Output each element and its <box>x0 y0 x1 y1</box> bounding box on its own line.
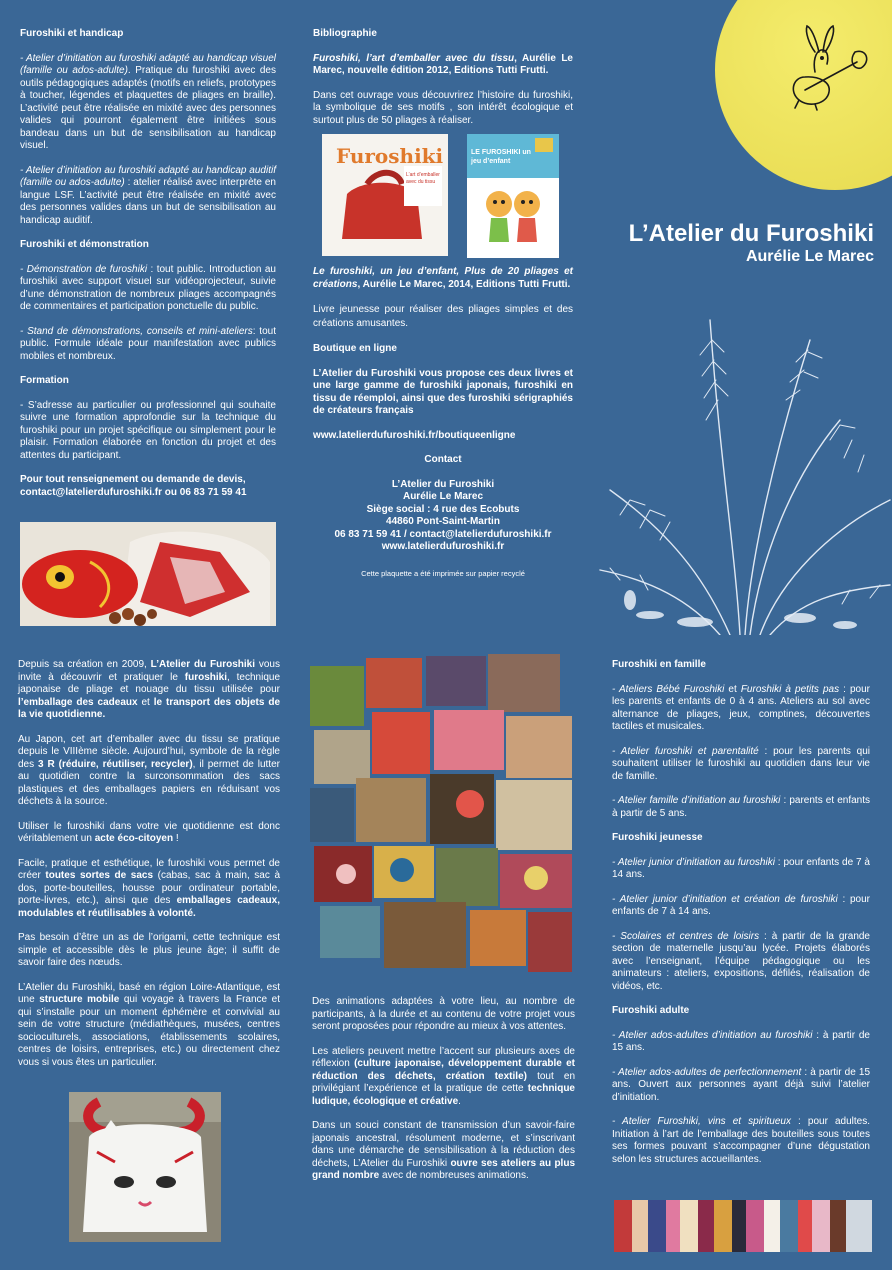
heading-demonstration: Furoshiki et démonstration <box>20 239 149 250</box>
paragraph-demonstration: - Démonstration de furoshiki : tout public. Introduction au furoshiki avec support visuel sur vidéoprojecteur, suivie d’une démonstration de nombreux pliages accompagnés de commentaires et participation ponctuelle du public. <box>20 263 276 312</box>
shop-url-link[interactable]: www.latelierdufuroshiki.fr/boutiqueenligne <box>313 429 516 441</box>
youth-workshop-3: - Scolaires et centres de loisirs : à partir de la grande section de maternelle jusqu’au lycée. Projets élaborés avec l’enseignant, l’équipe pédagogique ou les animateurs : ateliers, expositions, défilés, réalisation de vidéos, etc. <box>612 930 870 992</box>
contact-website-link[interactable]: www.latelierdufuroshiki.fr <box>381 541 505 552</box>
rabbit-illustration <box>775 22 875 112</box>
youth-workshop-2: - Atelier junior d’initiation et création de furoshiki : pour enfants de 7 à 14 ans. <box>612 893 870 917</box>
contact-line-1: Pour tout renseignement ou demande de devis, <box>20 474 246 485</box>
intro-paragraph: Depuis sa création en 2009, L’Atelier du Furoshiki vous invite à découvrir et pratiquer le furoshiki, technique japonaise de pliage et nouage du tissu utilisée pour l’emballage des cadeaux et le transport des objets de la vie quotidienne. <box>18 659 281 720</box>
heading-shop: Boutique en ligne <box>313 343 397 354</box>
contact-city: 44860 Pont-Saint-Martin <box>386 516 500 527</box>
heading-adult: Furoshiki adulte <box>612 1005 690 1016</box>
top-middle-column-lower <box>313 266 573 580</box>
paragraph-stand: - Stand de démonstrations, conseils et mini-ateliers: tout public. Formule idéale pour manifestation avec publics mobiles et nombreux. <box>20 325 276 362</box>
furoshiki-goldfish-photo <box>20 522 276 626</box>
cat-bag-photo <box>69 1092 221 1242</box>
axes-paragraph: Les ateliers peuvent mettre l’accent sur plusieurs axes de réflexion (culture japonaise, développement durable et réduction des déchets, création textile) tout en privilégiant l’expérience et la pratique de cette technique ludique, écologique et créative. <box>312 1045 576 1107</box>
bottom-middle-column <box>312 996 575 1195</box>
eco-citizen-paragraph: Utiliser le furoshiki dans votre vie quotidienne est donc véritablement un acte éco-citoyen ! <box>18 820 280 844</box>
animations-paragraph: Des animations adaptées à votre lieu, au nombre de participants, à la durée et au contenu de votre projet vous seront proposées pour répondre au mieux à vos attentes. <box>312 996 575 1032</box>
pampas-grass-illustration <box>590 300 892 635</box>
contact-name: L’Atelier du Furoshiki <box>391 478 495 490</box>
paragraph-handicap-auditory: - Atelier d’initiation au furoshiki adapté au handicap auditif (famille ou ados-adulte) : atelier réalisé avec interprète en langue LSF. L’activité peut être réalisée en mixité avec des personnes valides dans un but de sensibilisation au handicap auditif. <box>20 164 276 226</box>
top-left-column <box>20 28 276 499</box>
paragraph-formation: - S’adresse au particulier ou professionnel qui souhaite suivre une formation approfondie sur la technique du furoshiki pour un projet spécifique ou simplement pour le plaisir. Formation élaborée en fonction du projet et des attentes du participant. <box>20 399 276 461</box>
bottom-right-column <box>612 659 870 1178</box>
heading-contact: Contact <box>424 454 462 465</box>
brand-title: L’Atelier du Furoshiki <box>628 220 874 247</box>
paragraph-handicap-visual: - Atelier d’initiation au furoshiki adapté au handicap visuel (famille ou ados-adulte). Pratique du furoshiki avec des outils pédagogiques adaptés (motifs en reliefs, prototypes à toucher, légendes et plaquettes de pliages en braille). L’activité peut être réalisée en mixité avec des personnes valides qui pourront également être initiées sous bandeau dans un but de sensibilisation au handicap visuel. <box>20 52 276 151</box>
adult-workshop-1: - Atelier ados-adultes d’initiation au furoshiki : à partir de 15 ans. <box>612 1029 870 1053</box>
fabric-rolls-photo <box>614 1200 872 1252</box>
shop-description: L’Atelier du Furoshiki vous propose ces deux livres et une large gamme de furoshiki japonais, furoshiki en tissu de réemploi, ainsi que des furoshiki sérigraphiés de créateurs français <box>313 367 573 416</box>
heading-bibliography: Bibliographie <box>313 28 377 39</box>
workshop-photo-collage <box>310 654 576 974</box>
heading-formation: Formation <box>20 375 69 386</box>
book-cover-title: Furoshiki <box>336 144 444 168</box>
brand-subtitle: Aurélie Le Marec <box>745 248 874 265</box>
book-cover-2-title: LE FUROSHIKI un jeu d’enfant <box>471 149 531 165</box>
contact-address: Siège social : 4 rue des Ecobuts <box>366 503 520 515</box>
family-workshop-2: - Atelier furoshiki et parentalité : pour les parents qui souhaitent utiliser le furoshiki au quotidien dans leur vie de famille. <box>612 745 870 782</box>
family-workshop-3: - Atelier famille d’initiation au furoshiki : parents et enfants à partir de 5 ans. <box>612 795 870 819</box>
contact-line-2: contact@latelierdufuroshiki.fr ou 06 83 71 59 41 <box>20 486 247 498</box>
recycled-paper-note: Cette plaquette a été imprimée sur papier recyclé <box>361 568 525 578</box>
bags-paragraph: Facile, pratique et esthétique, le furoshiki vous permet de créer toutes sortes de sacs (cabas, sac à main, sac à dos, porte-bouteilles, housse pour ordinateur portable, porte-livres, etc.), ainsi que des emballages cadeaux, modulables et réutilisables à volonté. <box>18 857 281 919</box>
book1-reference: Furoshiki, l’art d’emballer avec du tissu, Aurélie Le Marec, nouvelle édition 2012, Editions Tutti Frutti. <box>313 52 573 76</box>
mobile-structure-paragraph: L’Atelier du Furoshiki, basé en région Loire-Atlantique, est une structure mobile qui voyage à travers la France et qui s’installe pour un moment éphémère et convivial au sein de votre structure (médiathèques, musées, centres socioculturels, associations, établissements scolaires, centres de loisirs, entreprises, etc.) ou directement chez vous si vous êtes un particulier. <box>18 981 280 1068</box>
contact-person: Aurélie Le Marec <box>402 491 484 502</box>
book1-description: Dans cet ouvrage vous découvrirez l’histoire du furoshiki, la symbolique de ses motifs , son intérêt écologique et surtout plus de 50 pliages à réaliser. <box>313 89 573 126</box>
contact-phone-email[interactable]: 06 83 71 59 41 / contact@latelierdufuroshiki.fr <box>334 528 552 540</box>
heading-handicap: Furoshiki et handicap <box>20 28 124 39</box>
book2-description: Livre jeunesse pour réaliser des pliages simples et des créations amusantes. <box>313 304 573 329</box>
heading-family: Furoshiki en famille <box>612 659 706 670</box>
bottom-left-column <box>18 659 280 1081</box>
family-workshop-1: - Ateliers Bébé Furoshiki et Furoshiki à petits pas : pour les parents et enfants de 0 à 4 ans. Ateliers au sol avec alternance de pliages, jeux, comptines, découvertes tactiles et musicales. <box>612 683 870 732</box>
heading-youth: Furoshiki jeunesse <box>612 832 703 843</box>
book2-reference: Le furoshiki, un jeu d’enfant, Plus de 20 pliages et créations, Aurélie Le Marec, 2014, Editions Tutti Frutti. <box>313 266 573 290</box>
transmission-paragraph: Dans un souci constant de transmission d’un savoir-faire japonais ancestral, résolument moderne, et s’inscrivant dans une démarche de sensibilisation à la réduction des déchets, L’Atelier du Furoshiki ouvre ses ateliers au plus grand nombre avec de nombreuses animations. <box>312 1120 575 1181</box>
adult-workshop-3: - Atelier Furoshiki, vins et spiritueux : pour adultes. Initiation à l’art de l’emballage des bouteilles sous toutes ses formes pouvant s’accompagner d’une dégustation selon les structures accueillantes. <box>612 1116 870 1165</box>
youth-workshop-1: - Atelier junior d’initiation au furoshiki : pour enfants de 7 à 14 ans. <box>612 856 870 880</box>
japan-history-paragraph: Au Japon, cet art d’emballer avec du tissu se pratique depuis le VIIIème siècle. Aujourd’hui, symbole de la règle des 3 R (réduire, réutiliser, recycler), il permet de lutter au quotidien contre la surconsommation des sacs plastiques et des emballages papiers en réduisant vos déchets à la source. <box>18 733 281 807</box>
book-cover-subtitle: L’art d’emballer avec du tissu <box>406 172 440 185</box>
book-cover-jeu-enfant <box>467 134 559 258</box>
book-cover-furoshiki <box>322 134 448 256</box>
origami-paragraph: Pas besoin d’être un as de l’origami, cette technique est simple et accessible dès le plus jeune âge; il suffit de savoir faire des nœuds. <box>18 932 280 968</box>
adult-workshop-2: - Atelier ados-adultes de perfectionnement : à partir de 15 ans. Ouvert aux personnes ayant déjà suivi l’atelier d’initiation. <box>612 1066 871 1103</box>
top-middle-column <box>313 28 573 139</box>
